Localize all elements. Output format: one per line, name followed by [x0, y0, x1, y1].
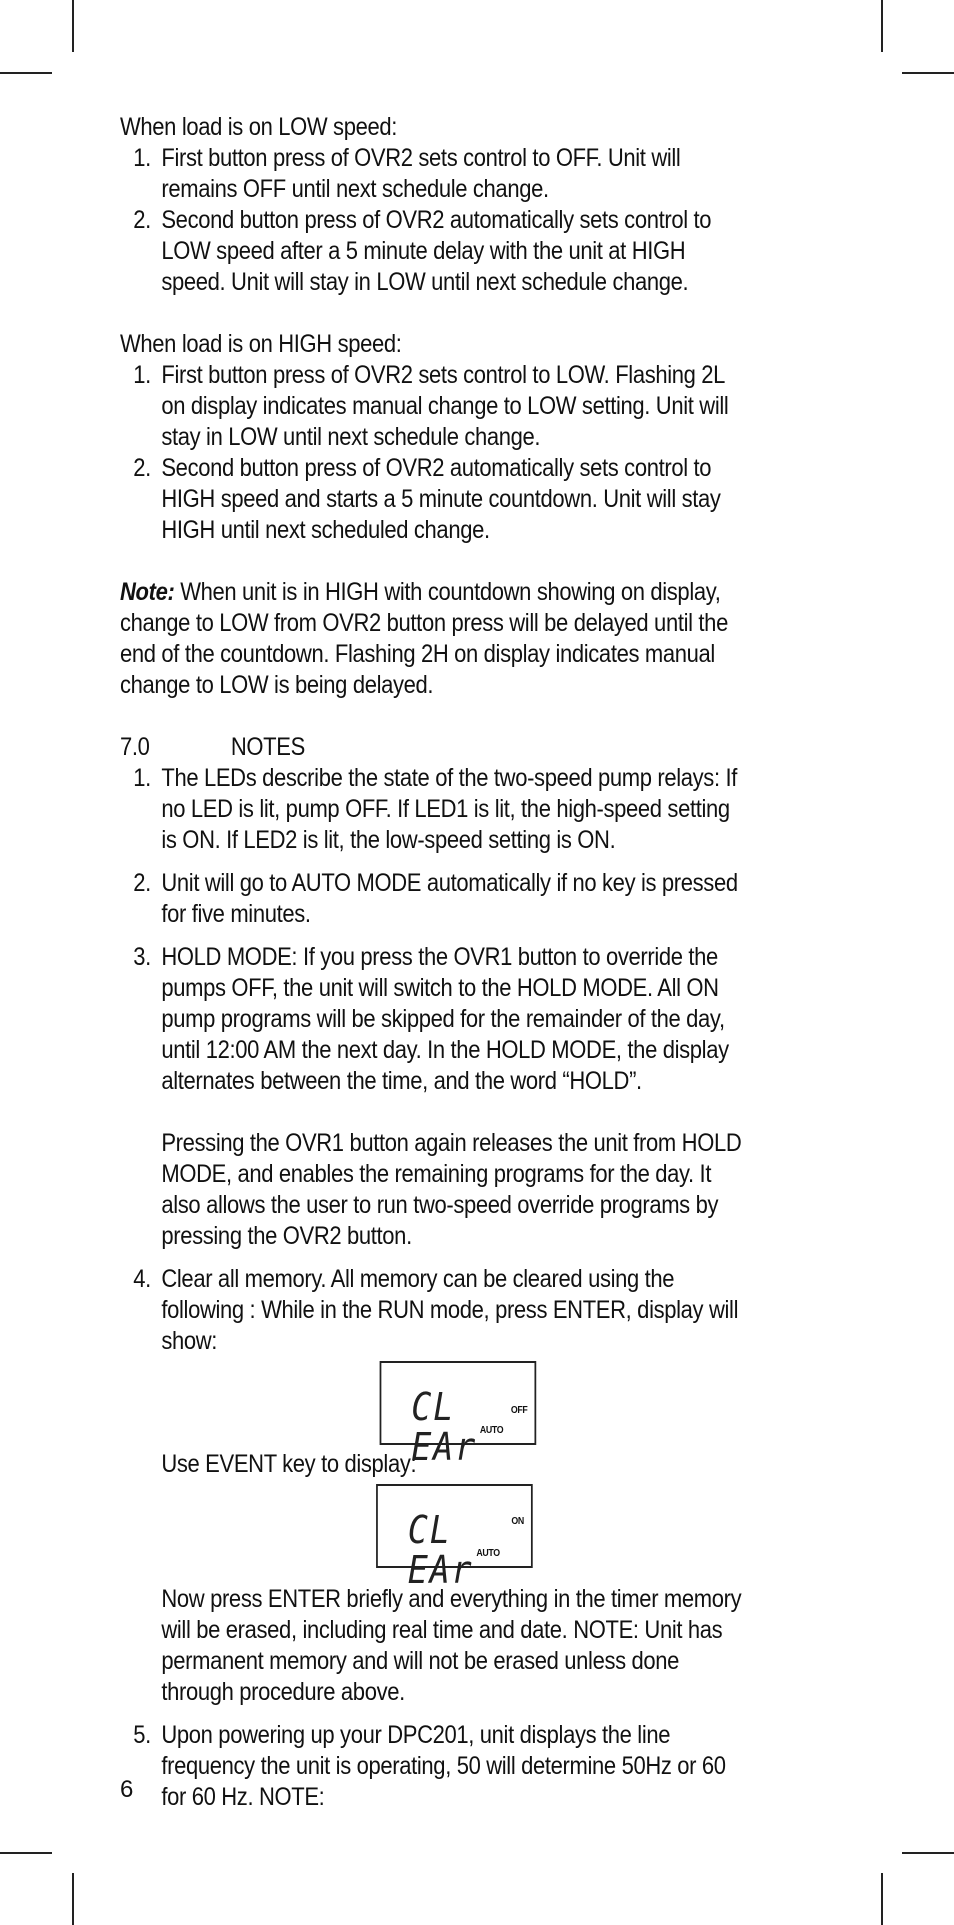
section-number: 7.0: [120, 733, 150, 761]
item-text-continued: Use EVENT key to display:: [161, 1450, 417, 1478]
item-text: Upon powering up your DPC201, unit displays the line frequency the unit is operating, 50 will determine 50Hz or 60 for 60 Hz. NOTE:: [161, 1721, 726, 1811]
list-item: [120, 143, 747, 205]
page-content: [120, 112, 747, 1813]
item-text: HOLD MODE: If you press the OVR1 button to override the pumps OFF, the unit will switch to the HOLD MODE. All ON pump programs will be skipped for the remainder of the day, until 12:00 AM the next day. In the HOLD MODE, the display alternates between the time, and the word “HOLD”.: [161, 943, 729, 1095]
list-item: [120, 942, 747, 1252]
note-paragraph: [120, 577, 747, 701]
list-item: [120, 1264, 747, 1708]
item-number: 4.: [133, 1265, 151, 1293]
item-text: Unit will go to AUTO MODE automatically if no key is pressed for five minutes.: [161, 869, 738, 928]
item-number: 5.: [133, 1721, 151, 1749]
list-item: [120, 360, 747, 453]
list-item: [120, 205, 747, 298]
item-number: 1.: [133, 361, 151, 389]
crop-mark: [0, 72, 52, 74]
item-number: 1.: [133, 144, 151, 172]
item-text: First button press of OVR2 sets control to OFF. Unit will remains OFF until next schedule change.: [161, 144, 681, 203]
page-number: 6: [120, 1776, 134, 1803]
lcd-digits: CL EAr: [407, 1508, 474, 1592]
item-text: The LEDs describe the state of the two-speed pump relays: If no LED is lit, pump OFF. If LED1 is lit, the high-speed setting is ON. If LED2 is lit, the low-speed setting is ON.: [161, 764, 738, 854]
list-item: [120, 453, 747, 546]
item-text: First button press of OVR2 sets control to LOW. Flashing 2L on display indicates manual change to LOW setting. Unit will stay in LOW until next schedule change.: [161, 361, 729, 451]
lcd-digits: CL EAr: [411, 1385, 477, 1469]
list-item: [120, 868, 747, 930]
high-speed-list: [120, 360, 747, 546]
item-number: 2.: [133, 454, 151, 482]
item-text: Second button press of OVR2 automatically sets control to HIGH speed and starts a 5 minute countdown. Unit will stay HIGH until next scheduled change.: [161, 454, 721, 544]
list-item: [120, 763, 747, 856]
item-number: 2.: [133, 206, 151, 234]
low-speed-list: [120, 143, 747, 298]
item-text: Clear all memory. All memory can be cleared using the following : While in the RUN mode, press ENTER, display will show:: [161, 1265, 739, 1355]
lcd-display-clear-off: [380, 1361, 537, 1469]
crop-mark: [72, 1873, 74, 1925]
item-number: 1.: [133, 764, 151, 792]
lcd-state-label: OFF: [510, 1405, 528, 1416]
item-text-continued: Now press ENTER briefly and everything in the timer memory will be erased, including real time and date. NOTE: Unit has permanent memory and will not be erased unless done through procedure above.: [161, 1585, 742, 1706]
item-number: 2.: [133, 869, 151, 897]
lcd-mode-label: AUTO: [479, 1425, 504, 1436]
crop-mark: [902, 1852, 954, 1854]
item-number: 3.: [133, 943, 151, 971]
note-label: Note:: [120, 578, 175, 606]
crop-mark: [902, 72, 954, 74]
lcd-state-label: ON: [511, 1516, 524, 1527]
lcd-mode-label: AUTO: [476, 1548, 500, 1559]
section-heading: [120, 732, 747, 763]
list-item: [120, 1720, 747, 1813]
low-speed-heading: When load is on LOW speed:: [120, 113, 398, 141]
high-speed-heading: When load is on HIGH speed:: [120, 330, 402, 358]
note-text: When unit is in HIGH with countdown showing on display, change to LOW from OVR2 button press will be delayed until the end of the countdown. Flashing 2H on display indicates manual change to LOW is being delayed.: [120, 578, 728, 699]
crop-mark: [72, 0, 74, 52]
crop-mark: [881, 0, 883, 52]
item-text-continued: Pressing the OVR1 button again releases the unit from HOLD MODE, and enables the remaining programs for the day. It also allows the user to run two-speed override programs by pressing the OVR2 button.: [161, 1129, 742, 1250]
notes-list: [120, 763, 747, 1813]
item-text: Second button press of OVR2 automatically sets control to LOW speed after a 5 minute delay with the unit at HIGH speed. Unit will stay in LOW until next schedule change.: [161, 206, 712, 296]
section-title: NOTES: [230, 733, 305, 761]
lcd-display-clear-on: [376, 1484, 533, 1592]
crop-mark: [0, 1852, 52, 1854]
crop-mark: [881, 1873, 883, 1925]
